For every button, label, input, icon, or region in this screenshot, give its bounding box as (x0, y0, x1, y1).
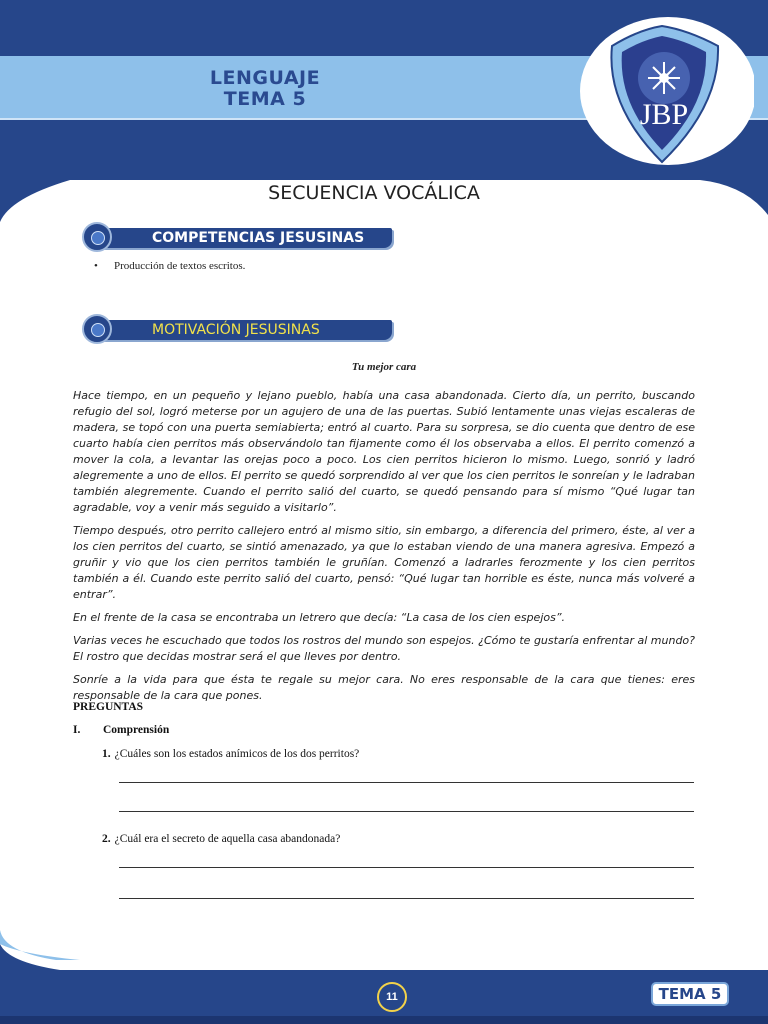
comprension-heading (73, 724, 169, 736)
section-number: I. (73, 724, 81, 736)
question-number: 2. (102, 833, 111, 845)
story-paragraph: Tiempo después, otro perrito callejero entró al mismo sitio, sin embargo, a diferencia del primero, éste, al ver a los cien perritos del cuarto, se sintió amenazado, ya que lo estaban viendo de una manera agresiva. Empezó a gruñir y vio que los cien perritos también le gruñían. Comenzó a ladrarles ferozmente y los cien perritos también a él. Cuando este perrito salió del cuarto, pensó: “Qué lugar tan horrible es éste, nunca más volveré a entrar”. (73, 524, 695, 601)
competencias-banner (82, 222, 394, 254)
header-title (150, 68, 380, 110)
logo-text: JBP (639, 98, 689, 131)
competencias-item (94, 260, 245, 272)
page-number-badge: 11 (377, 982, 407, 1012)
story-paragraph: Hace tiempo, en un pequeño y lejano pueblo, había una casa abandonada. Cierto día, un perrito, buscando refugio del sol, logró meterse por un agujero de una de las puertas. Subió lentamente unas viejas escaleras de madera, se topó con una puerta semiabierta; entró al cuarto. Para su sorpresa, se dio cuenta que dentro de ese cuarto había cien perritos más observándolo tan fijamente como él los observaba a ellos. El perrito comenzó a mover la cola, a levantar las orejas poco a poco. Los cien perritos hicieron lo mismo. Luego, sonrió y ladró alegremente a uno de ellos. El perrito se quedó sorprendido al ver que los cien perritos le sonreían y le ladraban también alegremente. Cuando el perrito salió del cuarto, se quedó pensando para sí mismo “Qué lugar tan agradable, voy a venir más seguido a visitarlo”. (73, 389, 695, 514)
question-text: ¿Cuál era el secreto de aquella casa abandonada? (114, 833, 341, 845)
header-topic: TEMA 5 (223, 88, 307, 110)
question-1 (102, 748, 359, 760)
story-body (73, 388, 695, 711)
answer-line[interactable] (119, 811, 694, 812)
bullet-icon: • (94, 260, 98, 272)
motivacion-label: MOTIVACIÓN JESUSINAS (152, 322, 320, 338)
answer-line[interactable] (119, 898, 694, 899)
header-subject: LENGUAJE (209, 67, 321, 89)
banner-circle-icon (82, 314, 112, 344)
story-paragraph: En el frente de la casa se encontraba un letrero que decía: “La casa de los cien espejos”. (73, 611, 566, 624)
tema-badge: TEMA 5 (651, 982, 729, 1006)
school-logo (578, 16, 754, 166)
answer-line[interactable] (119, 867, 694, 868)
story-title: Tu mejor cara (351, 361, 417, 373)
preguntas-heading: PREGUNTAS (73, 701, 144, 713)
competencias-label: COMPETENCIAS JESUSINAS (152, 230, 365, 246)
story-paragraph: Varias veces he escuchado que todos los rostros del mundo son espejos. ¿Cómo te gustaría enfrentar al mundo? El rostro que decidas mostrar será el que lleves por dentro. (73, 634, 695, 663)
section-label: Comprensión (103, 724, 170, 736)
question-text: ¿Cuáles son los estados anímicos de los dos perritos? (114, 748, 360, 760)
section-title: SECUENCIA VOCÁLICA (268, 182, 480, 204)
question-2 (102, 833, 340, 845)
motivacion-banner (82, 314, 394, 346)
story-paragraph: Sonríe a la vida para que ésta te regale su mejor cara. No eres responsable de la cara que tienes: eres responsable de la cara que pones. (73, 673, 695, 702)
answer-line[interactable] (119, 782, 694, 783)
competencias-item-text: Producción de textos escritos. (114, 260, 246, 272)
banner-circle-icon (82, 222, 112, 252)
question-number: 1. (102, 748, 111, 760)
